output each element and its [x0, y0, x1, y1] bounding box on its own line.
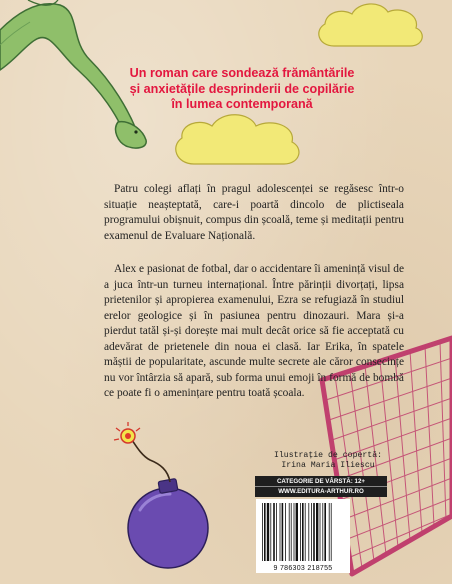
tagline-line: Un roman care sondează frământările	[129, 66, 355, 80]
bomb-icon	[114, 422, 208, 568]
barcode-number: 9 786303 218755	[273, 565, 333, 572]
isbn-barcode	[256, 499, 350, 573]
credits-label: Ilustrație de copertă:	[273, 451, 383, 460]
publisher-info-box	[255, 476, 387, 497]
credits-artist: Irina Maria Iliescu	[281, 461, 375, 470]
illustration-credits	[258, 451, 398, 471]
tagline-line: în lumea contemporană	[171, 97, 313, 111]
barcode-bars	[256, 499, 350, 573]
description-paragraph: Alex e pasionat de fotbal, dar o accidentare îi amenință visul de a juca într-un turneu internațional. Între părinții divorțați, lipsa prietenilor și apropierea examenului, Ezra se refugiază în studiul erelor geologice și în pasiunea pentru dinozauri. Mara și-a pierdut tatăl și-și dorește mai mult decât orice să fie acceptată cu adevărat de prietenele din noua ei clasă. Iar Erika, în spatele măștii de popularitate, ascunde multe secrete ale căror consecințe nu vor întârzia să apară, sub forma unui emoji în formă de bombă ce poate fi o amenințare pentru toată școala.	[104, 263, 404, 399]
cloud-icon	[176, 115, 299, 164]
cloud-icon	[319, 4, 422, 46]
age-category: CATEGORIE DE VÂRSTĂ: 12+	[255, 477, 387, 487]
tagline-line: și anxietățile desprinderii de copilărie	[129, 81, 355, 96]
publisher-website: WWW.EDITURA-ARTHUR.RO	[278, 488, 364, 495]
description-paragraph: Patru colegi aflați în pragul adolescenței se regăsesc într-o situație neașteptată, care-i poartă dincolo de plictiseala programului obișnuit, compus din școală, teme și meditații pentru examenul de Evaluare Națională.	[104, 183, 404, 242]
tagline	[112, 66, 372, 113]
